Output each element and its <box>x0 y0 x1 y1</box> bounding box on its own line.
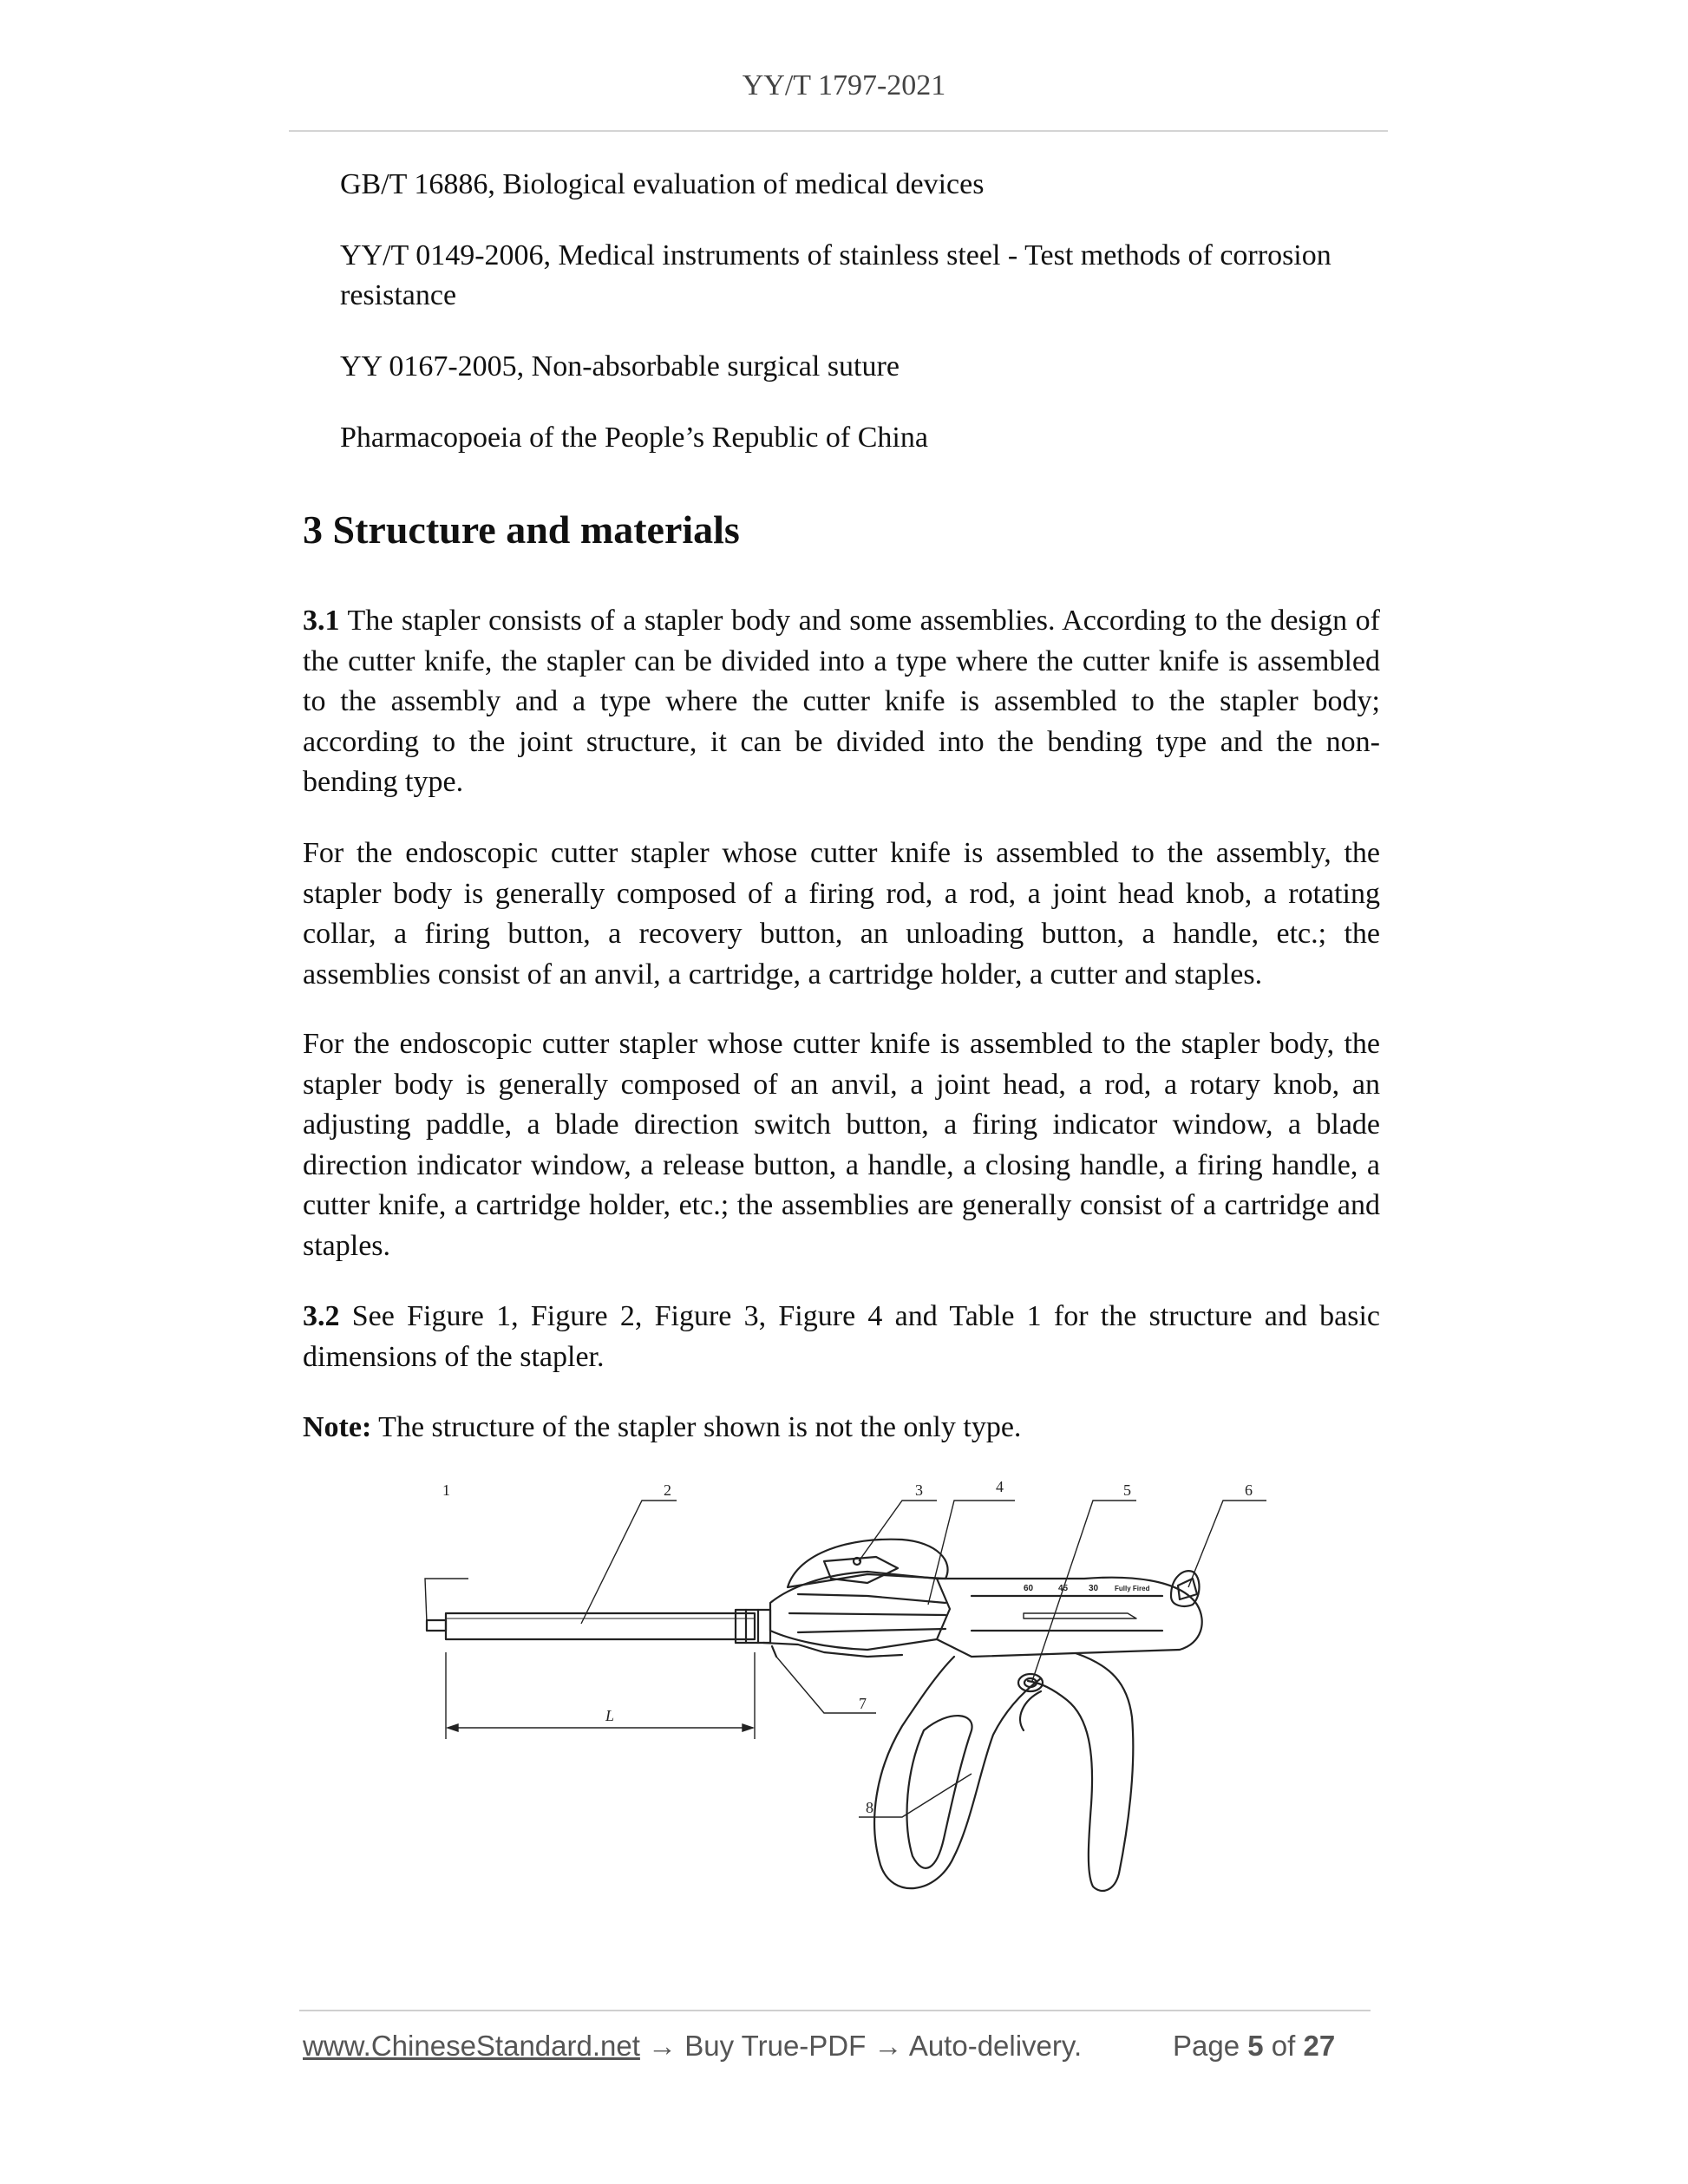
paragraph-text: See Figure 1, Figure 2, Figure 3, Figure 4 and Table 1 for the structure and basic dimensions of the stapler. <box>303 1300 1380 1373</box>
footer-tagline: → Buy True-PDF → Auto-delivery. <box>639 2030 1083 2062</box>
stapler-paddle <box>788 1540 948 1587</box>
stapler-figure <box>416 1478 1284 1908</box>
release-lever <box>763 1643 902 1657</box>
page-number: 5 <box>1247 2030 1264 2062</box>
page-header: YY/T 1797-2021 <box>742 69 946 101</box>
note <box>303 1408 1380 1448</box>
page-prefix: Page <box>1173 2030 1248 2062</box>
note-label: Note: <box>303 1411 372 1443</box>
reference-item: GB/T 16886, Biological evaluation of medical devices <box>340 168 985 200</box>
reference-item: YY/T 0149-2006, Medical instruments of stainless steel - Test methods of corrosion resistance <box>340 239 1331 311</box>
stapler-tip <box>427 1620 446 1631</box>
stapler-handle-body <box>937 1578 1202 1657</box>
header-divider <box>289 130 1388 132</box>
reference-item: Pharmacopoeia of the People’s Republic of China <box>340 422 928 454</box>
footer-divider <box>299 2010 1371 2011</box>
paragraph-3-1 <box>303 601 1380 803</box>
clause-number: 3.1 <box>303 605 340 637</box>
callout-label: 2 <box>664 1481 671 1499</box>
stapler-grip <box>874 1657 1041 1888</box>
callout-label: 1 <box>442 1481 450 1499</box>
paragraph-text: The stapler consists of a stapler body and some assemblies. According to the design of the cutter knife, the stapler can be divided into a type where the cutter knife is assembled to the assembly and a type where the cutter knife is assembled to the stapler body; according to the joint structure, it can be divided into the bending type and the non-bending type. <box>303 605 1380 798</box>
callout-label: 7 <box>859 1695 867 1712</box>
scale-mark: 45 <box>1058 1584 1069 1593</box>
page-of: of <box>1263 2030 1304 2062</box>
callout-label: 3 <box>915 1481 923 1499</box>
section-heading: 3 Structure and materials <box>303 507 740 552</box>
dimension-label: L <box>605 1707 615 1724</box>
site-link[interactable]: www.ChineseStandard.net <box>303 2030 640 2062</box>
scale-mark: Fully Fired <box>1115 1585 1150 1592</box>
stapler-trigger <box>1028 1653 1133 1891</box>
scale-mark: 60 <box>1024 1584 1034 1593</box>
callout-label: 4 <box>996 1478 1004 1495</box>
stapler-collar <box>736 1610 770 1643</box>
callout-label: 6 <box>1245 1481 1253 1499</box>
stapler-knob <box>770 1572 950 1650</box>
reference-item: YY 0167-2005, Non-absorbable surgical suture <box>340 350 900 383</box>
footer-left <box>303 2030 1082 2063</box>
paragraph-body-type: For the endoscopic cutter stapler whose cutter knife is assembled to the stapler body, the stapler body is generally composed of an anvil, a joint head, a rod, a rotary knob, an adjusting paddle, a blade direction switch button, a firing indicator window, a blade direction indicator window, a release button, a handle, a closing handle, a firing handle, a cutter knife, a cartridge holder, etc.; the assemblies are generally consist of a cartridge and staples. <box>303 1028 1380 1262</box>
paragraph-assembly-type: For the endoscopic cutter stapler whose cutter knife is assembled to the assembly, the stapler body is generally composed of a firing rod, a rod, a joint head knob, a rotating collar, a firing button, a recovery button, an unloading button, a handle, etc.; the assemblies consist of an anvil, a cartridge, a cartridge holder, a cutter and staples. <box>303 837 1380 991</box>
scale-mark: 30 <box>1089 1584 1099 1593</box>
clause-number: 3.2 <box>303 1300 340 1332</box>
stapler-shaft <box>446 1613 755 1639</box>
page-indicator <box>1173 2030 1335 2063</box>
page-total: 27 <box>1303 2030 1336 2062</box>
callout-label: 5 <box>1123 1481 1131 1499</box>
note-text: The structure of the stapler shown is not the only type. <box>371 1411 1022 1443</box>
paragraph-3-2 <box>303 1297 1380 1377</box>
callout-label: 8 <box>866 1799 873 1816</box>
